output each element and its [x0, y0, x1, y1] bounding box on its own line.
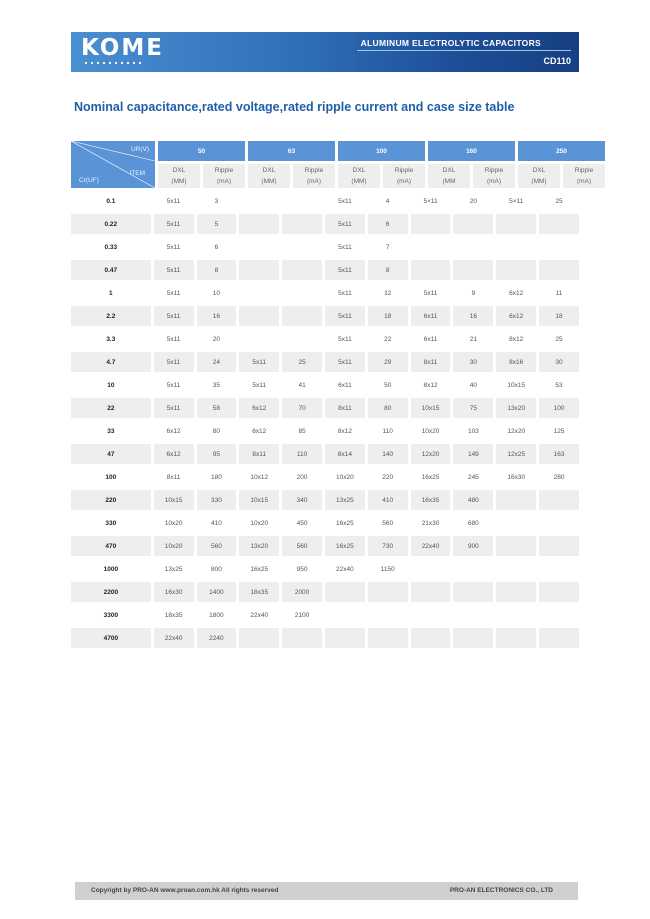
- subheader-cell: [293, 164, 335, 188]
- subheader-text: Ripple: [574, 167, 594, 174]
- table-cell: 6x12: [252, 427, 267, 435]
- table-cell: 2100: [294, 611, 310, 619]
- table-cell: 410: [210, 519, 222, 527]
- table-cell: 110: [382, 427, 393, 435]
- table-cell: 16x35: [411, 490, 451, 510]
- table-cell: [539, 628, 579, 648]
- table-cell: 8x12: [509, 335, 524, 343]
- table-cell: 8x11: [166, 473, 181, 481]
- table-cell: 22x40: [154, 628, 194, 648]
- table-cell: [496, 237, 536, 257]
- table-cell: 5: [197, 214, 237, 234]
- table-cell: 6x11: [411, 306, 451, 326]
- subheader-text: (mA): [576, 178, 592, 185]
- table-cell: [411, 214, 451, 234]
- table-cell: [282, 283, 322, 303]
- table-cell: 330: [197, 490, 237, 510]
- table-cell: 5x11: [166, 335, 181, 343]
- table-cell: 4: [385, 197, 390, 205]
- table-cell: 110: [282, 444, 322, 464]
- table-row: [71, 283, 579, 303]
- capacitance-cell: 47: [71, 444, 151, 464]
- voltage-header-cell: 100: [338, 141, 425, 161]
- table-cell: 8x14: [325, 444, 365, 464]
- table-cell: 22x40: [250, 611, 269, 619]
- header-divider: [357, 50, 571, 51]
- table-cell: 10x20: [250, 519, 269, 527]
- table-cell: 12x20: [507, 427, 526, 435]
- table-cell: [368, 628, 408, 648]
- table-cell: 6x12: [154, 444, 194, 464]
- table-cell: [282, 306, 322, 326]
- capacitance-cell: 4700: [71, 628, 151, 648]
- table-header: [71, 141, 594, 188]
- table-cell: [282, 329, 322, 349]
- capacitance-cell: 220: [71, 490, 151, 510]
- table-row: [71, 398, 579, 418]
- table-cell: 140: [368, 444, 408, 464]
- capacitance-cell: 10: [107, 381, 115, 389]
- table-body: [71, 191, 579, 648]
- table-cell: 5x11: [166, 243, 181, 251]
- table-row: [71, 329, 579, 349]
- table-cell: 2240: [197, 628, 237, 648]
- table-cell: 10x15: [507, 381, 526, 389]
- table-cell: 950: [296, 565, 308, 573]
- table-cell: 30: [539, 352, 579, 372]
- table-cell: 6: [368, 214, 408, 234]
- subheader-text: (mA): [486, 178, 502, 185]
- table-row: [71, 421, 579, 441]
- capacitance-cell: 4.7: [71, 352, 151, 372]
- table-cell: [411, 605, 451, 625]
- table-cell: [453, 260, 493, 280]
- capacitance-cell: 330: [105, 519, 117, 527]
- table-cell: 1800: [209, 611, 224, 619]
- header-banner: [71, 32, 579, 72]
- table-cell: 8: [368, 260, 408, 280]
- table-cell: 6x12: [496, 306, 536, 326]
- table-cell: 40: [469, 381, 477, 389]
- footer-company: PRO-AN ELECTRONICS CO., LTD: [449, 887, 553, 894]
- capacitance-cell: 1000: [103, 565, 119, 573]
- footer-bar: [75, 882, 578, 900]
- table-cell: [539, 260, 579, 280]
- table-cell: [411, 628, 451, 648]
- table-cell: 20: [469, 197, 477, 205]
- table-row: [71, 582, 579, 602]
- subheader-row: [158, 164, 605, 188]
- capacitance-cell: 0.22: [71, 214, 151, 234]
- table-row: [71, 605, 579, 625]
- logo-dots: [83, 61, 145, 65]
- table-cell: [325, 582, 365, 602]
- table-cell: 5x11: [154, 306, 194, 326]
- table-cell: 10x20: [336, 473, 354, 481]
- table-cell: 22: [384, 335, 392, 343]
- table-cell: 8: [197, 260, 237, 280]
- table-cell: 220: [382, 473, 394, 481]
- table-cell: 5x11: [154, 398, 194, 418]
- corner-voltage-label: UR(V): [130, 146, 149, 153]
- table-cell: [282, 237, 322, 257]
- table-cell: 10x12: [250, 473, 269, 481]
- subheader-cell: [338, 164, 380, 188]
- table-cell: 480: [453, 490, 493, 510]
- table-cell: 5x11: [423, 289, 438, 297]
- table-cell: 22x40: [411, 536, 451, 556]
- table-cell: 730: [368, 536, 408, 556]
- table-cell: 22x40: [336, 565, 354, 573]
- table-cell: 25: [555, 335, 563, 343]
- table-cell: [496, 513, 536, 533]
- header-title: ALUMINUM ELECTROLYTIC CAPACITORS: [360, 38, 541, 48]
- table-cell: 5x11: [154, 260, 194, 280]
- table-cell: 13x20: [239, 536, 279, 556]
- table-cell: 5x11: [154, 214, 194, 234]
- table-row: [71, 536, 579, 556]
- table-cell: [411, 582, 451, 602]
- table-cell: 16x25: [421, 473, 440, 481]
- table-cell: 16x25: [250, 565, 269, 573]
- capacitance-cell: 470: [71, 536, 151, 556]
- table-cell: 5x11: [338, 335, 352, 343]
- table-cell: 6x12: [509, 289, 524, 297]
- table-row: [71, 260, 579, 280]
- subheader-text: Ripple: [484, 167, 504, 174]
- table-row: [71, 214, 579, 234]
- table-cell: 18: [368, 306, 408, 326]
- subheader-cell: [248, 164, 290, 188]
- table-cell: 50: [384, 381, 392, 389]
- voltage-header-cell: 50: [158, 141, 245, 161]
- table-cell: 16x30: [154, 582, 194, 602]
- table-cell: [496, 582, 536, 602]
- subheader-text: (mA): [396, 178, 412, 185]
- table-row: [71, 467, 579, 487]
- table-row: [71, 513, 579, 533]
- table-cell: 5x11: [154, 352, 194, 372]
- table-cell: 16: [453, 306, 493, 326]
- table-cell: 18x35: [239, 582, 279, 602]
- table-cell: [282, 628, 322, 648]
- table-cell: 200: [296, 473, 308, 481]
- table-cell: [539, 536, 579, 556]
- table-cell: [496, 490, 536, 510]
- table-cell: 8x11: [325, 398, 365, 418]
- table-cell: 6x12: [239, 398, 279, 418]
- table-cell: 10x20: [421, 427, 440, 435]
- table-cell: [539, 214, 579, 234]
- subheader-text: Ripple: [304, 167, 324, 174]
- table-cell: 10x20: [164, 519, 183, 527]
- subheader-text: (MM): [171, 178, 187, 185]
- table-cell: 5×11: [509, 197, 524, 205]
- table-row: [71, 352, 579, 372]
- table-cell: 5x11: [325, 352, 365, 372]
- table-cell: [496, 536, 536, 556]
- table-cell: 6x11: [423, 335, 438, 343]
- table-cell: 8x11: [411, 352, 451, 372]
- table-cell: 560: [282, 536, 322, 556]
- table-cell: [282, 260, 322, 280]
- table-cell: 125: [553, 427, 565, 435]
- table-cell: 5x11: [338, 243, 352, 251]
- capacitance-cell: 100: [105, 473, 117, 481]
- subheader-text: (mA): [306, 178, 322, 185]
- table-cell: 1400: [197, 582, 237, 602]
- table-cell: 11: [555, 289, 563, 297]
- table-cell: [539, 513, 579, 533]
- table-cell: 80: [212, 427, 221, 435]
- table-cell: [453, 628, 493, 648]
- table-cell: 163: [539, 444, 579, 464]
- subheader-cell: [428, 164, 470, 188]
- table-cell: 6x12: [166, 427, 181, 435]
- table-cell: 16x25: [336, 519, 354, 527]
- table-cell: [325, 628, 365, 648]
- table-cell: 95: [197, 444, 237, 464]
- table-cell: 70: [282, 398, 322, 418]
- table-cell: [453, 237, 493, 257]
- table-cell: [239, 306, 279, 326]
- capacitance-cell: 2200: [71, 582, 151, 602]
- table-cell: 5x11: [338, 289, 352, 297]
- table-cell: 18: [539, 306, 579, 326]
- subheader-text: (MM: [442, 178, 456, 185]
- corner-capacitance-label: Cr(UF): [79, 177, 99, 184]
- capacitor-table: [71, 141, 594, 651]
- table-cell: 5x11: [325, 260, 365, 280]
- capacitance-cell: 0.47: [71, 260, 151, 280]
- table-row: [71, 191, 579, 211]
- table-cell: [411, 260, 451, 280]
- table-cell: 53: [555, 381, 563, 389]
- table-row: [71, 306, 579, 326]
- table-cell: 25: [555, 197, 563, 205]
- table-cell: 5x11: [239, 352, 279, 372]
- table-cell: 5x11: [338, 197, 352, 205]
- subheader-cell: [473, 164, 515, 188]
- table-cell: [239, 214, 279, 234]
- table-cell: 8x12: [423, 381, 438, 389]
- table-cell: 75: [453, 398, 493, 418]
- table-row: [71, 490, 579, 510]
- series-code: CD110: [543, 56, 571, 66]
- table-cell: [239, 237, 279, 257]
- table-row: [71, 237, 579, 257]
- table-cell: [368, 605, 408, 625]
- subheader-text: (MM): [351, 178, 367, 185]
- table-cell: 16: [197, 306, 237, 326]
- table-cell: [239, 191, 279, 211]
- table-cell: [325, 605, 365, 625]
- capacitance-cell: 0.1: [106, 197, 116, 205]
- table-cell: [496, 260, 536, 280]
- table-cell: 25: [282, 352, 322, 372]
- table-cell: [453, 559, 493, 579]
- table-cell: 30: [453, 352, 493, 372]
- table-cell: 13x25: [164, 565, 183, 573]
- table-cell: 8x11: [239, 444, 279, 464]
- table-cell: [282, 214, 322, 234]
- table-cell: 9: [471, 289, 476, 297]
- page-title: Nominal capacitance,rated voltage,rated ripple current and case size table: [74, 100, 515, 114]
- table-cell: 8x12: [337, 427, 352, 435]
- table-cell: [539, 559, 579, 579]
- table-cell: 21x30: [421, 519, 440, 527]
- table-cell: 13x20: [496, 398, 536, 418]
- logo-text: KOME: [81, 35, 164, 61]
- subheader-text: (mA): [216, 178, 232, 185]
- table-cell: [368, 582, 408, 602]
- subheader-text: DXL: [262, 167, 276, 174]
- subheader-text: DXL: [352, 167, 366, 174]
- table-cell: 5×11: [423, 197, 438, 205]
- subheader-cell: [563, 164, 605, 188]
- table-cell: 5x11: [325, 214, 365, 234]
- table-cell: 10: [212, 289, 221, 297]
- corner-item-label: ITEM: [129, 170, 145, 177]
- table-cell: 80: [368, 398, 408, 418]
- table-cell: 800: [210, 565, 222, 573]
- table-cell: [496, 559, 536, 579]
- table-cell: 410: [368, 490, 408, 510]
- voltage-header-cell: 160: [428, 141, 515, 161]
- table-cell: 280: [553, 473, 565, 481]
- table-cell: 16x25: [325, 536, 365, 556]
- table-cell: 10x15: [154, 490, 194, 510]
- table-cell: 41: [298, 381, 306, 389]
- table-cell: 1150: [380, 565, 395, 573]
- capacitance-cell: 0.33: [104, 243, 118, 251]
- table-cell: 3: [214, 197, 219, 205]
- table-cell: 450: [296, 519, 308, 527]
- table-cell: 35: [212, 381, 221, 389]
- subheader-text: Ripple: [214, 167, 234, 174]
- table-cell: [539, 605, 579, 625]
- table-cell: 8x16: [496, 352, 536, 372]
- table-cell: [239, 329, 279, 349]
- table-cell: 16x30: [507, 473, 526, 481]
- subheader-cell: [203, 164, 245, 188]
- table-cell: [239, 260, 279, 280]
- table-cell: [239, 628, 279, 648]
- footer-copyright: Copyright by PRO-AN www.proan.com.hk All rights reserved: [91, 887, 279, 894]
- table-cell: 6x11: [338, 381, 352, 389]
- table-cell: 340: [282, 490, 322, 510]
- table-corner: [71, 141, 155, 188]
- voltage-header-cell: 250: [518, 141, 605, 161]
- table-cell: [411, 559, 451, 579]
- table-row: [71, 559, 579, 579]
- table-cell: [239, 283, 279, 303]
- table-cell: 560: [382, 519, 394, 527]
- table-cell: [496, 628, 536, 648]
- table-cell: 245: [467, 473, 479, 481]
- kome-logo: [81, 35, 164, 67]
- table-cell: [453, 582, 493, 602]
- table-cell: 103: [467, 427, 479, 435]
- subheader-cell: [518, 164, 560, 188]
- table-cell: 560: [197, 536, 237, 556]
- table-cell: 24: [197, 352, 237, 372]
- table-cell: 18x35: [164, 611, 183, 619]
- table-cell: [496, 605, 536, 625]
- table-cell: 900: [453, 536, 493, 556]
- capacitance-cell: 1: [109, 289, 113, 297]
- table-cell: 10x20: [154, 536, 194, 556]
- subheader-text: (MM): [531, 178, 547, 185]
- table-cell: 5x11: [325, 306, 365, 326]
- subheader-cell: [383, 164, 425, 188]
- table-row: [71, 444, 579, 464]
- table-cell: [496, 214, 536, 234]
- table-cell: 5x11: [166, 381, 181, 389]
- voltage-header-row: [158, 141, 605, 161]
- capacitance-cell: 33: [107, 427, 115, 435]
- table-cell: 12: [384, 289, 392, 297]
- table-cell: 7: [385, 243, 390, 251]
- table-row: [71, 628, 579, 648]
- capacitance-cell: 22: [71, 398, 151, 418]
- table-cell: 29: [368, 352, 408, 372]
- table-cell: 10x15: [411, 398, 451, 418]
- table-cell: 12x20: [411, 444, 451, 464]
- subheader-text: DXL: [172, 167, 186, 174]
- table-cell: [453, 214, 493, 234]
- table-cell: 5x11: [166, 197, 181, 205]
- subheader-cell: [158, 164, 200, 188]
- table-cell: 13x25: [325, 490, 365, 510]
- table-cell: 21: [469, 335, 477, 343]
- subheader-text: DXL: [532, 167, 546, 174]
- table-cell: 6: [214, 243, 219, 251]
- table-cell: 20: [212, 335, 221, 343]
- table-cell: [539, 582, 579, 602]
- capacitance-cell: 3300: [103, 611, 119, 619]
- table-cell: 5x11: [252, 381, 267, 389]
- table-cell: 680: [467, 519, 479, 527]
- table-cell: 5x11: [166, 289, 181, 297]
- subheader-text: (MM): [261, 178, 277, 185]
- table-cell: [282, 191, 322, 211]
- table-cell: [453, 605, 493, 625]
- table-cell: 10x15: [239, 490, 279, 510]
- table-cell: 12x25: [496, 444, 536, 464]
- table-cell: 180: [210, 473, 222, 481]
- subheader-text: DXL: [442, 167, 456, 174]
- table-cell: 85: [298, 427, 306, 435]
- table-cell: 149: [453, 444, 493, 464]
- capacitance-cell: 2.2: [71, 306, 151, 326]
- table-cell: 100: [539, 398, 579, 418]
- voltage-header-cell: 63: [248, 141, 335, 161]
- table-cell: [539, 490, 579, 510]
- table-cell: 2000: [282, 582, 322, 602]
- table-row: [71, 375, 579, 395]
- table-cell: [411, 237, 451, 257]
- table-cell: [539, 237, 579, 257]
- table-cell: 58: [197, 398, 237, 418]
- capacitance-cell: 3.3: [106, 335, 116, 343]
- subheader-text: Ripple: [394, 167, 414, 174]
